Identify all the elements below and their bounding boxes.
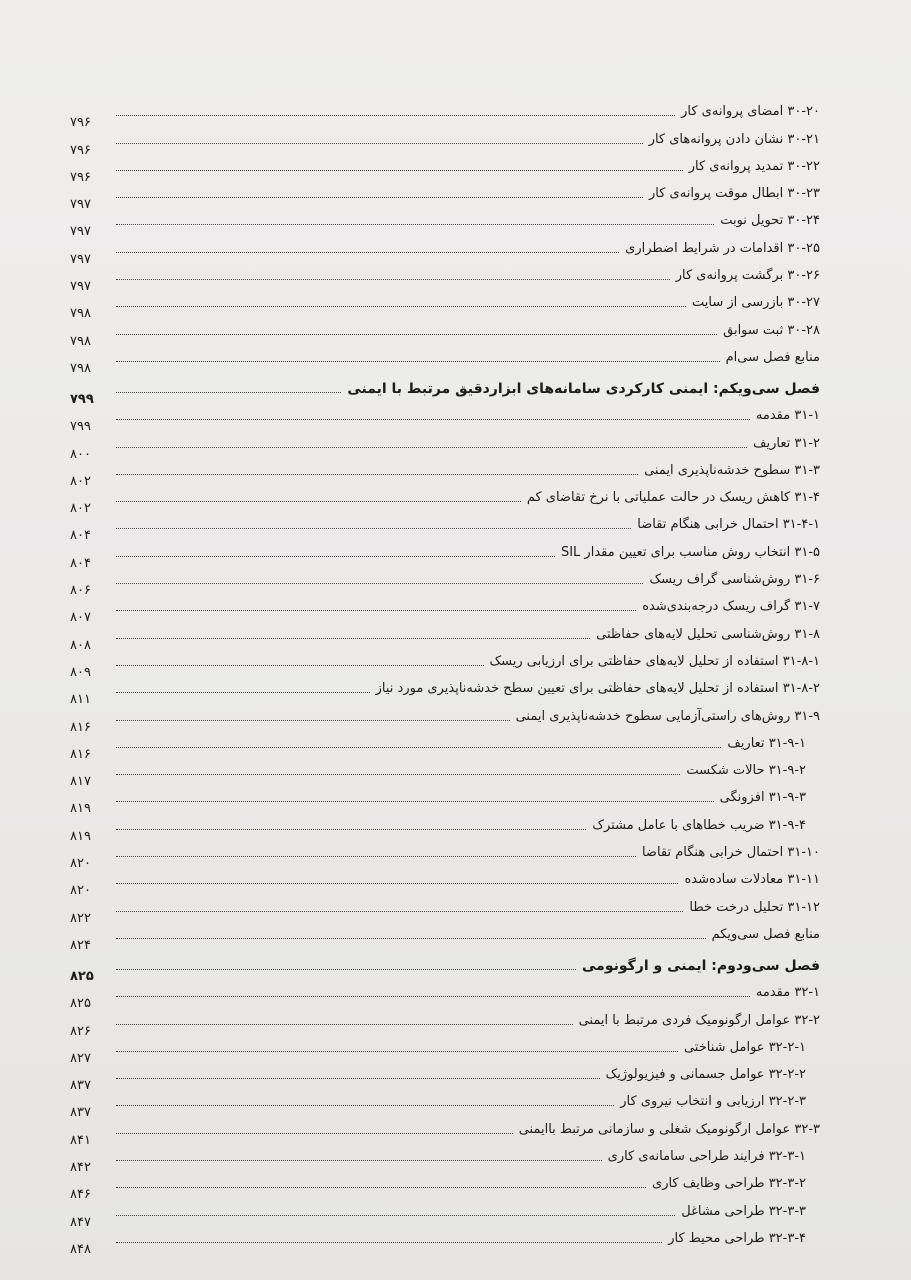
- toc-entry-title: ۳۲-۲-۲ عوامل جسمانی و فیزیولوژیک: [605, 1067, 806, 1083]
- dot-leader: [116, 582, 643, 584]
- toc-entry: [70, 201, 820, 240]
- dot-leader: [116, 855, 636, 857]
- dot-leader: [116, 1159, 602, 1161]
- toc-entry-title: ۳۱-۳ سطوح خدشه‌ناپذیری ایمنی: [644, 462, 820, 478]
- dot-leader: [116, 1214, 675, 1216]
- toc-entry-title: ۳۱-۱۲ تحلیل درخت خطا: [689, 899, 820, 915]
- toc-entry: [70, 751, 820, 790]
- toc-entry-title: ۳۲-۱ مقدمه: [755, 985, 820, 1001]
- toc-page-number: ۷۹۹: [70, 419, 91, 435]
- toc-entry-title: منابع فصل سی‌ویکم: [711, 926, 820, 942]
- toc-entry: [70, 833, 820, 872]
- dot-leader: [116, 278, 670, 280]
- toc-page-number: ۸۰۷: [70, 610, 91, 626]
- dot-leader: [116, 1241, 662, 1243]
- toc-entry-title: ۳۱-۹-۱ تعاریف: [727, 735, 806, 751]
- toc-entry-title: ۳۲-۲-۱ عوامل شناختی: [683, 1039, 806, 1055]
- toc-entry-title: ۳۲-۳ عوامل ارگونومیک شغلی و سازمانی مرتبط باایمنی: [518, 1121, 820, 1137]
- dot-leader: [116, 446, 747, 448]
- toc-entry: [70, 92, 820, 131]
- dot-leader: [116, 1186, 646, 1188]
- dot-leader: [116, 910, 683, 912]
- toc-page-number: ۸۰۶: [70, 583, 91, 599]
- toc-page-number: ۷۹۸: [70, 306, 91, 322]
- toc-chapter-heading: [70, 942, 820, 984]
- toc-entry: [70, 1082, 820, 1121]
- dot-leader: [116, 1132, 513, 1134]
- toc-entry: [70, 887, 820, 926]
- toc-page-number: ۸۱۹: [70, 801, 91, 817]
- toc-entry-title: ۳۱-۹-۲ حالات شکست: [686, 763, 806, 779]
- dot-leader: [116, 719, 510, 721]
- dot-leader: [116, 169, 683, 171]
- dot-leader: [116, 691, 370, 693]
- toc-entry: [70, 451, 820, 489]
- toc-entry: [70, 915, 820, 953]
- toc-entry-title: ۳۰-۲۵ اقدامات در شرایط اضطراری: [625, 240, 820, 256]
- table-of-contents: [70, 92, 820, 1257]
- dot-leader: [116, 473, 638, 475]
- toc-page-number: ۸۰۴: [70, 555, 91, 571]
- toc-page-number: ۸۰۸: [70, 637, 91, 653]
- toc-entry-title: ۳۲-۲-۳ ارزیابی و انتخاب نیروی کار: [620, 1094, 806, 1110]
- toc-entry: [70, 1109, 820, 1148]
- toc-page-number: ۷۹۶: [70, 169, 91, 185]
- toc-page-number: ۸۳۷: [70, 1078, 91, 1094]
- toc-entry: [70, 778, 820, 817]
- dot-leader: [116, 746, 721, 748]
- dot-leader: [116, 114, 675, 116]
- dot-leader: [116, 251, 619, 253]
- toc-page-number: ۸۲۴: [70, 937, 91, 953]
- toc-page-number: ۸۰۲: [70, 501, 91, 517]
- toc-entry-title: ۳۱-۵ انتخاب روش مناسب برای تعیین مقدار SIL: [560, 544, 820, 560]
- toc-page-number: ۸۱۶: [70, 746, 91, 762]
- dot-leader: [116, 773, 680, 775]
- toc-page-number: ۸۲۰: [70, 883, 91, 899]
- toc-entry-title: ۳۱-۱ مقدمه: [755, 408, 820, 424]
- dot-leader: [116, 937, 706, 939]
- toc-page-number: ۸۴۲: [70, 1159, 91, 1175]
- dot-leader: [116, 142, 643, 144]
- toc-page-number: ۸۰۰: [70, 446, 91, 462]
- toc-entry-title: ۳۱-۸-۲ استفاده از تحلیل لایه‌های حفاظتی برای تعیین سطح خدشه‌ناپذیری مورد نیاز: [375, 681, 820, 697]
- toc-entry: [70, 587, 820, 626]
- dot-leader: [116, 196, 643, 198]
- toc-entry-title: ۳۰-۲۰ امضای پروانه‌ی کار: [681, 104, 820, 120]
- toc-page-number: ۷۹۷: [70, 197, 91, 213]
- dot-leader: [116, 360, 720, 362]
- toc-entry-title: ۳۰-۲۳ ابطال موقت پروانه‌ی کار: [649, 186, 820, 202]
- toc-entry-title: ۳۱-۹ روش‌های راستی‌آزمایی سطوح خدشه‌ناپذیری ایمنی: [515, 708, 820, 724]
- toc-entry-title: ۳۱-۱۱ معادلات ساده‌شده: [684, 872, 820, 888]
- toc-entry: [70, 228, 820, 267]
- toc-entry: [70, 338, 820, 376]
- toc-page-number: ۷۹۷: [70, 224, 91, 240]
- toc-page-number: ۸۲۷: [70, 1050, 91, 1066]
- toc-page-number: ۸۳۷: [70, 1105, 91, 1121]
- toc-entry-title: ۳۲-۳-۴ طراحی محیط کار: [668, 1230, 806, 1246]
- toc-entry-title: ۳۱-۷ گراف ریسک درجه‌بندی‌شده: [642, 599, 820, 615]
- dot-leader: [116, 1077, 600, 1079]
- toc-entry: [70, 560, 820, 599]
- toc-entry-title: ۳۱-۴ کاهش ریسک در حالت عملیاتی با نرخ تقاضای کم: [526, 490, 820, 506]
- toc-entry-title: ۳۱-۱۰ احتمال خرابی هنگام تقاضا: [641, 845, 820, 861]
- dot-leader: [116, 637, 590, 639]
- dot-leader: [116, 500, 521, 502]
- dot-leader: [116, 1050, 678, 1052]
- toc-entry: [70, 256, 820, 295]
- toc-page-number: ۸۴۷: [70, 1214, 91, 1230]
- dot-leader: [116, 333, 717, 335]
- toc-entry-title: ۳۱-۸ روش‌شناسی تحلیل لایه‌های حفاظتی: [596, 626, 820, 642]
- toc-entry: [70, 1028, 820, 1066]
- toc-entry-title: ۳۰-۲۸ ثبت سوابق: [723, 322, 820, 338]
- toc-entry: [70, 696, 820, 735]
- toc-entry: [70, 1000, 820, 1039]
- dot-leader: [116, 555, 555, 557]
- toc-page-number: ۷۹۷: [70, 251, 91, 267]
- toc-page-number: ۸۰۹: [70, 664, 91, 680]
- dot-leader: [116, 664, 484, 666]
- toc-entry: [70, 505, 820, 544]
- dot-leader: [116, 800, 714, 802]
- toc-entry: [70, 1055, 820, 1094]
- toc-page-number: ۸۱۶: [70, 719, 91, 735]
- toc-entry-title: منابع فصل سی‌ام: [725, 349, 820, 365]
- toc-entry-title: ۳۱-۶ روش‌شناسی گراف ریسک: [649, 572, 820, 588]
- toc-entry: [70, 396, 820, 435]
- toc-entry: [70, 478, 820, 517]
- toc-entry: [70, 532, 820, 571]
- toc-page-number: ۸۱۱: [70, 692, 91, 708]
- toc-entry-title: ۳۱-۴-۱ احتمال خرابی هنگام تقاضا: [637, 517, 820, 533]
- toc-entry-title: ۳۲-۳-۲ طراحی وظایف کاری: [652, 1176, 806, 1192]
- toc-page-number: ۸۴۶: [70, 1187, 91, 1203]
- toc-page-number: ۸۲۵: [70, 996, 91, 1012]
- toc-entry: [70, 119, 820, 158]
- toc-page-number: ۸۲۵: [70, 968, 94, 984]
- dot-leader: [116, 305, 686, 307]
- toc-entry: [70, 642, 820, 680]
- toc-entry-title: ۳۰-۲۶ برگشت پروانه‌ی کار: [675, 268, 820, 284]
- dot-leader: [116, 995, 750, 997]
- toc-entry: [70, 1137, 820, 1175]
- toc-entry-title: ۳۱-۲ تعاریف: [753, 435, 820, 451]
- toc-page-number: ۸۲۶: [70, 1023, 91, 1039]
- toc-page-number: ۷۹۶: [70, 142, 91, 158]
- toc-entry: [70, 310, 820, 349]
- toc-page-number: ۸۲۰: [70, 856, 91, 872]
- toc-page-number: ۷۹۶: [70, 115, 91, 131]
- dot-leader: [116, 968, 576, 970]
- toc-entry-title: ۳۲-۲ عوامل ارگونومیک فردی مرتبط با ایمنی: [578, 1012, 820, 1028]
- toc-entry: [70, 283, 820, 322]
- toc-entry-title: ۳۰-۲۲ تمدید پروانه‌ی کار: [688, 158, 820, 174]
- dot-leader: [116, 882, 678, 884]
- dot-leader: [116, 223, 714, 225]
- toc-entry: [70, 724, 820, 762]
- dot-leader: [116, 391, 341, 393]
- toc-entry-title: فصل سی‌ویکم: ایمنی کارکردی سامانه‌های ابزاردقیق مرتبط با ایمنی: [347, 380, 820, 397]
- toc-entry-title: فصل سی‌ودوم: ایمنی و ارگونومی: [582, 957, 820, 974]
- dot-leader: [116, 418, 750, 420]
- toc-chapter-heading: [70, 365, 820, 407]
- dot-leader: [116, 609, 636, 611]
- toc-page-number: ۷۹۸: [70, 360, 91, 376]
- toc-entry: [70, 669, 820, 708]
- toc-entry-title: ۳۱-۹-۴ ضریب خطاهای با عامل مشترک: [592, 817, 806, 833]
- toc-entry: [70, 147, 820, 185]
- toc-entry-title: ۳۱-۸-۱ استفاده از تحلیل لایه‌های حفاظتی برای ارزیابی ریسک: [489, 653, 820, 669]
- toc-entry: [70, 1191, 820, 1230]
- dot-leader: [116, 527, 631, 529]
- dot-leader: [116, 828, 586, 830]
- toc-entry: [70, 614, 820, 653]
- toc-page-number: ۸۱۹: [70, 828, 91, 844]
- toc-page-number: ۸۰۴: [70, 528, 91, 544]
- toc-entry: [70, 1219, 820, 1257]
- toc-page-number: ۸۴۱: [70, 1132, 91, 1148]
- toc-entry-title: ۳۲-۳-۳ طراحی مشاغل: [681, 1203, 806, 1219]
- toc-page-number: ۸۲۲: [70, 910, 91, 926]
- toc-entry: [70, 423, 820, 462]
- toc-entry: [70, 973, 820, 1012]
- toc-entry: [70, 805, 820, 844]
- toc-entry-title: ۳۲-۳-۱ فرایند طراحی سامانه‌ی کاری: [607, 1148, 806, 1164]
- dot-leader: [116, 1104, 614, 1106]
- dot-leader: [116, 1023, 573, 1025]
- toc-page-number: ۸۴۸: [70, 1241, 91, 1257]
- toc-entry-title: ۳۰-۲۷ بازرسی از سایت: [691, 295, 820, 311]
- toc-entry-title: ۳۰-۲۴ تحویل نوبت: [720, 213, 820, 229]
- toc-entry: [70, 860, 820, 899]
- toc-entry: [70, 174, 820, 213]
- toc-page-number: ۷۹۹: [70, 391, 94, 407]
- toc-page-number: ۸۱۷: [70, 774, 91, 790]
- toc-entry: [70, 1164, 820, 1203]
- toc-page-number: ۸۰۲: [70, 473, 91, 489]
- toc-page-number: ۷۹۸: [70, 333, 91, 349]
- toc-entry-title: ۳۱-۹-۳ افزونگی: [719, 790, 806, 806]
- toc-page-number: ۷۹۷: [70, 279, 91, 295]
- toc-entry-title: ۳۰-۲۱ نشان دادن پروانه‌های کار: [648, 131, 820, 147]
